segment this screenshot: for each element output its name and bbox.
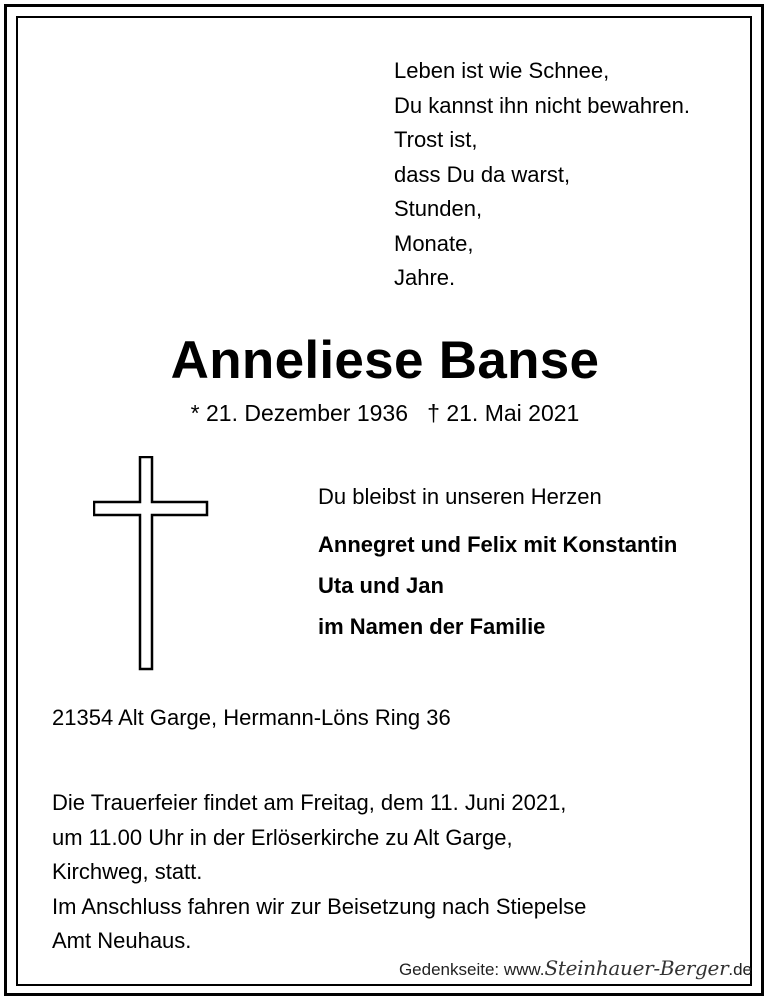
service-line: Im Anschluss fahren wir zur Beisetzung nach Stiepelse [52, 893, 587, 919]
mourners [318, 484, 677, 640]
death-date: † 21. Mai 2021 [427, 400, 580, 426]
life-dates [0, 400, 770, 427]
poem-line: Du kannst ihn nicht bewahren. [394, 92, 690, 118]
poem-line: Leben ist wie Schnee, [394, 58, 610, 83]
service-line: Kirchweg, statt. [52, 859, 203, 884]
poem-line: Jahre. [394, 265, 456, 290]
mourner-line: Uta und Jan [318, 573, 444, 598]
birth-date: * 21. Dezember 1936 [190, 400, 408, 426]
deceased-name: Anneliese Banse [170, 331, 600, 390]
service-line: Amt Neuhaus. [52, 928, 192, 953]
footer-prefix: Gedenkseite: www. [398, 960, 545, 979]
poem-line: Trost ist, [394, 127, 478, 152]
memorial-page-link[interactable] [399, 956, 752, 980]
service-info [52, 786, 586, 959]
poem-line: Stunden, [394, 196, 483, 221]
mourner-line: Annegret und Felix mit Konstantin [318, 532, 678, 557]
service-line: Die Trauerfeier findet am Freitag, dem 11. Juni 2021, [52, 790, 567, 815]
service-line: um 11.00 Uhr in der Erlöserkirche zu Alt Garge, [52, 824, 513, 850]
tagline: Du bleibst in unseren Herzen [318, 484, 602, 509]
footer-brand-logo: Steinhauer-Berger [544, 956, 729, 980]
poem-line: dass Du da warst, [394, 161, 571, 187]
mourner-line: im Namen der Familie [318, 614, 546, 639]
poem-line: Monate, [394, 230, 474, 256]
address: 21354 Alt Garge, Hermann-Löns Ring 36 [52, 705, 451, 730]
cross-icon [93, 456, 211, 677]
poem [394, 54, 690, 296]
footer-suffix: .de [728, 960, 752, 979]
